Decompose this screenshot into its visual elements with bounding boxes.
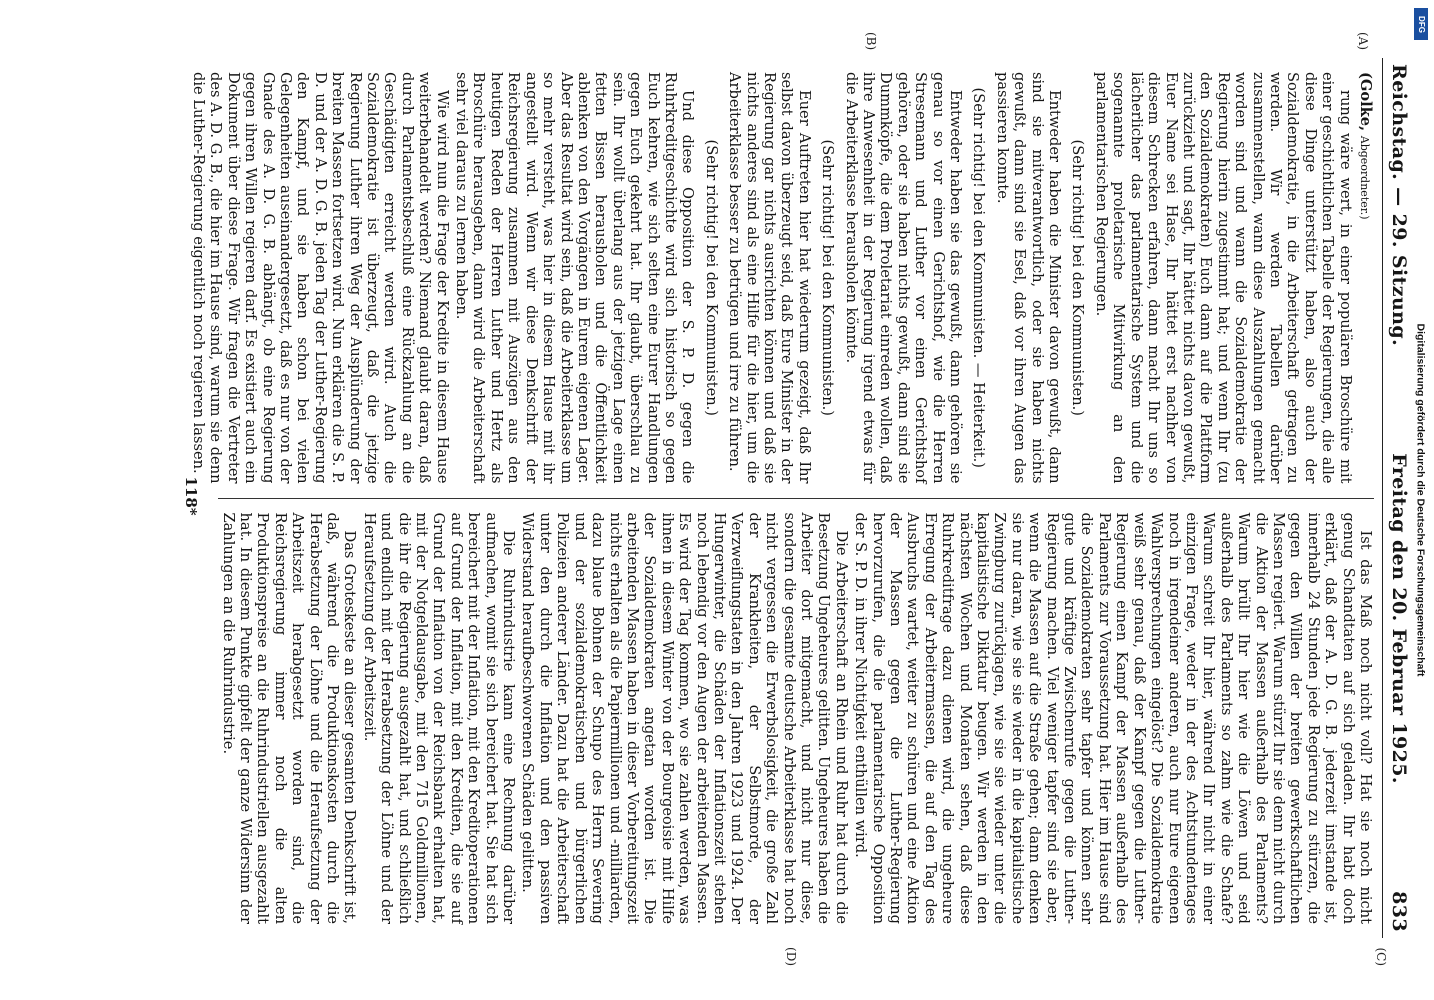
paragraph: Entweder haben sie das gewußt, dann gehören sie genau so vor einen Gerichtshof, wie die Herren Stresemann und Luther vor einen Gerichtshof gehören, oder sie haben nichts gewußt, dann sind sie Dummköpfe, die dem Proletariat einreden wollen, daß ihre Anwesenheit in der Regierung irgend etwas für die Arbeiterklasse herausholen könnte.	[842, 72, 965, 484]
paragraph: Die Arbeiterschaft an Rhein und Ruhr hat durch die Besetzung Ungeheures gelitten. Ungeheures haben die Arbeiter dort mitgemacht, und nicht nur diese, sondern die gesamte deutsche Arbeiterklasse hat noch nicht vergessen die Erwerbslosigkeit, die große Zahl der Krankheiten, der Selbstmorde, der Verzweiflungstaten in den Jahren 1923 und 1924. Der Hungerwinter, die Schäden der Inflationszeit stehen noch lebendig vor den Augen der arbeitenden Massen. Es wird der Tag kommen, wo sie zahlen werden, was ihnen in diesem Winter von der Bourgeoisie mit Hilfe der Sozialdemokraten angetan worden ist. Die arbeitenden Massen haben in dieser Vorbereitungszeit nichts erhalten als die Papiermillionen und -milliarden, dazu blaue Bohnen der Schupo des Herrn Severing und der sozialdemokratischen und bürgerlichen Polizeien anderer Länder. Dazu hat die Arbeiterschaft unter den durch die Inflation und den passiven Widerstand heraufbeschworenen Schäden gelitten.	[519, 512, 850, 924]
header-session: Reichstag. — 29. Sitzung.	[1388, 64, 1410, 347]
digitization-credit	[1408, 0, 1432, 1000]
interjection: (Sehr richtig! bei den Kommunisten.)	[1069, 139, 1087, 416]
dfg-logo-text: DFG	[1416, 15, 1426, 33]
margin-marker-b: (B)	[864, 32, 878, 51]
speaker-name: (Golke,	[1357, 72, 1374, 132]
column-left	[190, 58, 1374, 498]
interjection: (Sehr richtig! bei den Kommunisten. — Heiterkeit.)	[970, 87, 988, 468]
margin-marker-c: (C)	[1374, 947, 1388, 966]
paragraph: Die Ruhrindustrie kann eine Rechnung darüber aufmachen, womit sie sich bereichert hat. Sie hat sich bereichert mit der Inflation, mit den Kreditoperationen auf Grund der Inflation, mit den Krediten, die sie auf Grund der Inflation von der Reichsbank erhalten hat, mit der Notgeldausgabe, mit den 715 Goldmillionen, die ihr die Regierung ausgezahlt hat, und schließlich und endlich mit der Herabsetzung der Löhne und der Heraufsetzung der Arbeitszeit.	[360, 512, 518, 924]
speaker-role: Abgeordneter.)	[1358, 135, 1371, 220]
paragraph: Ist das Maß noch nicht voll? Hat sie noch nicht genug Schandtaten auf sich geladen. Ihr habt doch erklärt, daß der A. D. G. B. jederzeit imstande ist, innerhalb 24 Stunden jede Regierung zu stürzen, die gegen den Willen der breiten gewerkschaftlichen Massen regiert. Warum stürzt Ihr sie denn nicht durch die Aktion der Massen außerhalb des Parlaments? Warum brüllt Ihr hier wie die Löwen und seid außerhalb des Parlaments so zahm wie die Schafe? Warum schreit Ihr hier, während Ihr nicht in einer einzigen Frage, weder in der des Achtstundentages noch in irgendeiner anderen, auch nur Eure eigenen Wahlversprechungen eingelöst? Die Sozialdemokratie weiß sehr genau, daß der Kampf gegen die Luther-Regierung einen Kampf der Massen außerhalb des Parlaments zur Voraussetzung hat. Hier im Hause sind die Sozialdemokraten sehr tapfer und können sehr gute und kräftige Zwischenrufe gegen die Luther-Regierung machen. Viel weniger tapfer sind sie aber, wenn die Massen auf die Straße gehen; dann denken sie nur daran, wie sie sie wieder in die kapitalistische Zwingburg zurückjagen, wie sie sie wieder unter die kapitalistische Diktatur beugen. Wir werden in den nächsten Wochen und Monaten sehen, daß diese Ruhrkreditfrage dazu dienen wird, die ungeheure Erregung der Arbeitermassen, die auf den Tag des Ausbruchs wartet, weiter zu schüren und eine Aktion der Massen gegen die Luther-Regierung hervorzurufen, die die parlamentarische Opposition der S. P. D. in ihrer Nichtigkeit enthüllen wird.	[852, 512, 1374, 924]
margin-marker-d: (D)	[784, 947, 798, 966]
paragraph: Wie wird nun die Frage der Kredite in diesem Hause weiterbehandelt werden? Niemand glaubt daran, daß durch Parlamentsbeschluß eine Rückzahlung an die Geschädigten erreicht werden wird. Auch die Sozialdemokratie ist überzeugt, daß die jetzige Regierung Luther ihren Weg der Ausplünderung der breiten Massen fortsetzen wird. Nun erklären die S. P. D. und der A. D. G. B. jeden Tag der Luther-Regierung den Kampf, und sie haben schon bei vielen Gelegenheiten auseinandergesetzt, daß es nur von der Gnade des A. D. G. B. abhängt, ob eine Regierung gegen ihren Willen regieren darf. Es existiert auch ein Dokument über diese Frage. Wir fragen die Vertreter des A. D. G. B., die hier im Hause sind, warum sie denn die Luther-Regierung eigentlich noch regieren lassen.	[190, 72, 451, 484]
paragraph: Das Groteskeste an dieser gesamten Denkschrift ist, daß, während die Produktionskosten durch die Herabsetzung der Löhne und die Heraufsetzung der Arbeitszeit herabgesetzt worden sind, die Reichsregierung immer noch die alten Produktionspreise an die Ruhrindustriellen ausgezahlt hat. In diesem Punkte gipfelt der ganze Widersinn der Zahlungen an die Ruhrindustrie.	[219, 512, 359, 924]
speaker-line	[1356, 72, 1374, 484]
interjection: (Sehr richtig! bei den Kommunisten.)	[819, 139, 837, 416]
signature-mark: 118*	[182, 476, 200, 516]
margin-marker-a: (A)	[1356, 32, 1370, 51]
header-rule	[1382, 58, 1383, 938]
column-right	[218, 499, 1374, 939]
paragraph: Euer Auftreten hier hat wiederum gezeigt, daß Ihr selbst davon überzeugt seid, daß Eure Minister in der Regierung gar nichts ausrichten können und daß sie nichts anderes sind als eine Hilfe für die hier, um die Arbeiterklasse besser zu betrügen und irre zu führen.	[726, 72, 813, 484]
paragraph: rung wäre wert, in einer populären Broschüre mit einer geschichtlichen Tabelle der Regierungen, die alle diese Dinge unterstützt haben, also auch der Sozialdemokratie, in die Arbeiterschaft getragen zu werden. Wir werden Tabellen darüber zusammenstellen, wann diese Auszahlungen gemacht worden sind und wann die Sozialdemokratie der Regierung hierin zugestimmt hat; und wenn Ihr (zu den Sozialdemokraten) Euch dann auf die Plattform zurückzieht und sagt, Ihr hättet nichts davon gewußt, Euer Name sei Hase, Ihr hättet erst nachher von diesem Schrecken erfahren, dann macht Ihr uns so lächerlicher das parlamentarische System und die sogenannte proletarische Mitwirkung an den parlamentarischen Regierungen.	[1092, 72, 1354, 484]
dfg-logo-icon	[1414, 8, 1428, 40]
credit-text: Digitalisierung gefördert durch die Deutsche Forschungsgemeinschaft	[1414, 323, 1427, 677]
paragraph: Und diese Opposition der S. P. D. gegen die Ruhrkreditgeschichte wird sich historisch so gegen Euch kehren, wie sich selten eine Eurer Handlungen gegen Euch gekehrt hat. Ihr glaubt, überschlau zu sein. Ihr wollt überlang aus der jetzigen Lage einen fetten Bissen herausholen und die Öffentlichkeit ablenken von den Vorgängen in Eurem eigenen Lager. Aber das Resultat wird sein, daß die Arbeiterklasse um so mehr versteht, was hier in diesem Hause mit ihr angestellt wird. Wenn wir diese Denkschrift der Reichsregierung zusammen mit Auszügen aus den heutigen Reden der Herren Luther und Hertz als Broschüre herausgeben, dann wird die Arbeiterschaft sehr viel daraus zu lernen haben.	[453, 72, 697, 484]
interjection: (Sehr richtig! bei den Kommunisten.)	[702, 139, 720, 416]
paragraph: Entweder haben die Minister davon gewußt, dann sind sie mitverantwortlich, oder sie haben nichts gewußt, dann sind sie Esel, daß vor ihren Augen das passieren konnte.	[993, 72, 1064, 484]
rotated-page-scan	[158, 32, 1418, 966]
header-page-number: 833	[1388, 891, 1410, 932]
header-date: Freitag den 20. Februar 1925.	[1388, 453, 1410, 784]
